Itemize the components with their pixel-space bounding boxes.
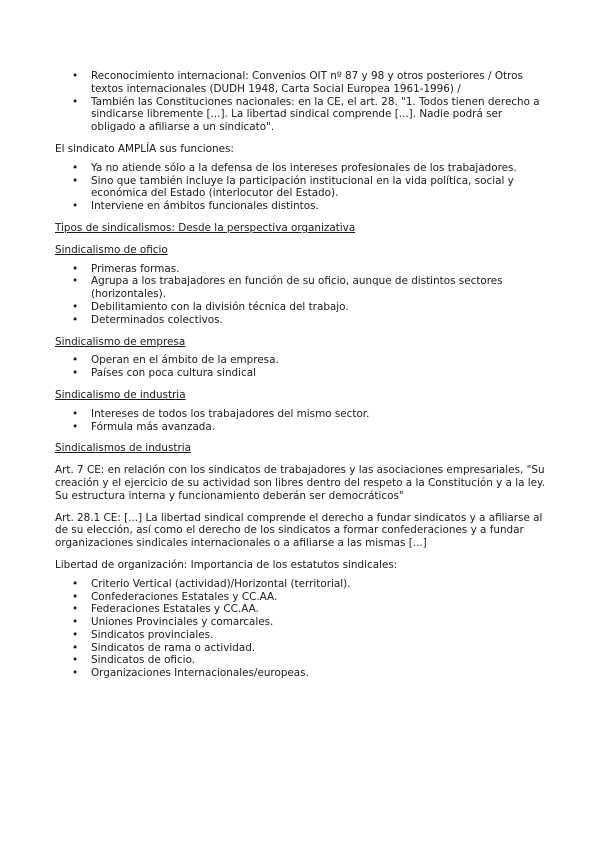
list-item: • Sindicatos de oficio.: [55, 654, 550, 667]
list-item: • Reconocimiento internacional: Convenios OIT nº 87 y 98 y otros posteriores / Otros textos internacionales (DUDH 1948, Carta Social Europea 1961-1996) /: [55, 70, 550, 96]
list-item: • Fórmula más avanzada.: [55, 421, 550, 434]
list-item: • Primeras formas.: [55, 263, 550, 276]
industria2-heading: Sindicalismos de industria: [55, 442, 191, 455]
list-item: • Operan en el ámbito de la empresa.: [55, 354, 550, 367]
list-item: • Sino que también incluye la participación institucional en la vida política, social y económica del Estado (interlocutor del Estado).: [55, 175, 550, 201]
libertad-heading: Libertad de organización: Importancia de los estatutos sindicales:: [55, 558, 398, 571]
list-item: • Debilitamiento con la división técnica del trabajo.: [55, 301, 550, 314]
list-item: • Interviene en ámbitos funcionales distintos.: [55, 200, 550, 213]
list-item: • Determinados colectivos.: [55, 314, 550, 327]
list-item: • Ya no atiende sólo a la defensa de los intereses profesionales de los trabajadores.: [55, 162, 550, 175]
art7-paragraph: Art. 7 CE: en relación con los sindicatos de trabajadores y las asociaciones empresariales, "Su creación y el ejercicio de su actividad son libres dentro del respeto a la Constitución y a la ley. Su estructura interna y funcionamiento deberán ser democráticos": [55, 464, 546, 502]
tipos-heading: Tipos de sindicalismos: Desde la perspectiva organizativa: [55, 221, 356, 234]
industria-heading: Sindicalismo de industria: [55, 388, 186, 401]
list-item: • Sindicatos provinciales.: [55, 629, 550, 642]
oficio-heading: Sindicalismo de oficio: [55, 243, 168, 256]
list-item: • Agrupa a los trabajadores en función de su oficio, aunque de distintos sectores (horizontales).: [55, 275, 550, 301]
list-item: • Uniones Provinciales y comarcales.: [55, 616, 550, 629]
list-item: • Confederaciones Estatales y CC.AA.: [55, 591, 550, 604]
art28-paragraph: Art. 28.1 CE: [...] La libertad sindical comprende el derecho a fundar sindicatos y a afiliarse al de su elección, así como el derecho de los sindicatos a formar confederaciones y a fundar organizaciones sindicales internacionales o a afiliarse a las mismas [...]: [55, 511, 543, 550]
intro-list: [55, 70, 550, 134]
list-item: • También las Constituciones nacionales: en la CE, el art. 28. "1. Todos tienen derecho a sindicarse libremente [...]. La libertad sindical comprende [...]. Nadie podrá ser obligado a afiliarse a un sindicato".: [55, 96, 550, 134]
list-item: • Sindicatos de rama o actividad.: [55, 642, 550, 655]
list-item: • Organizaciones Internacionales/europeas.: [55, 667, 550, 680]
industria-list: [55, 408, 550, 434]
oficio-list: [55, 263, 550, 327]
empresa-list: [55, 354, 550, 380]
list-item: • Intereses de todos los trabajadores del mismo sector.: [55, 408, 550, 421]
funciones-list: [55, 162, 550, 213]
list-item: • Países con poca cultura sindical: [55, 367, 550, 380]
empresa-heading: Sindicalismo de empresa: [55, 335, 186, 348]
document-body: [55, 70, 550, 680]
funciones-heading: El sindicato AMPLÍA sus funciones:: [55, 142, 234, 155]
libertad-list: [55, 578, 550, 680]
list-item: • Federaciones Estatales y CC.AA.: [55, 603, 550, 616]
list-item: • Criterio Vertical (actividad)/Horizontal (territorial).: [55, 578, 550, 591]
